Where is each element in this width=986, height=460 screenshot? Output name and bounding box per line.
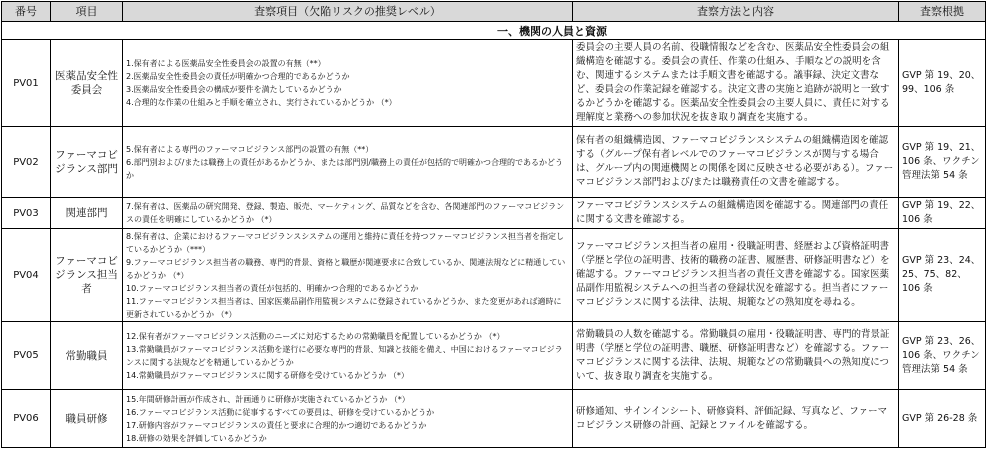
- section-row: [2, 22, 986, 40]
- row-basis: GVP 第 23、24、25、75、82、106 条: [899, 229, 986, 322]
- table-row: [2, 127, 986, 198]
- criteria-line: 14.常勤職員がファーマコビジランスに関する研修を受けているかどうか （*）: [126, 370, 409, 380]
- row-id: PV03: [2, 198, 51, 229]
- row-method: ファーマコビジランスシステムの組織構造図を確認する。関連部門の責任に関する文書を確認する。: [573, 198, 899, 229]
- criteria-line: 11.ファーマコビジランス担当者は、国家医薬品副作用監視システムに登録されているかどうか、また変更があれば適時に更新されているかどうか （*）: [126, 296, 562, 319]
- row-criteria: [123, 322, 573, 390]
- table-row: [2, 322, 986, 390]
- criteria-line: 18.研修の効果を評価しているかどうか: [126, 433, 267, 443]
- row-id: PV05: [2, 322, 51, 390]
- criteria-line: 9.ファーマコビジランス担当者の職務、専門的背景、資格と職歴が関連要求に合致しているか、関連法規などに精通しているかどうか （*）: [126, 257, 566, 280]
- row-criteria: [123, 40, 573, 127]
- criteria-line: 3.医薬品安全性委員会の構成が要件を満たしているかどうか: [126, 85, 342, 94]
- row-method: 委員会の主要人員の名前、役職情報などを含む、医薬品安全性委員会の組織構造を確認する。委員会の責任、作業の仕組み、手順などの説明を含む、関連するシステムまたは手順文書を確認する。議事録、決定文書など、委員会の作業記録を確認する。決定文書の実施と追跡が説明と一致するかどうかを確認する。医薬品安全性委員会の主要人員に、責任に対する理解度と業務への参加状況を抜き取り調査を実施する。: [573, 40, 899, 127]
- row-item: ファーマコビジランス担当者: [51, 229, 123, 322]
- criteria-line: 4.合理的な作業の仕組みと手順を確立され、実行されているかどうか （*）: [126, 98, 397, 107]
- row-method: 常勤職員の人数を確認する。常勤職員の雇用・役職証明書、専門的背景証明書（学歴と学位の証明書、職歴、研修証明書など）を確認する。ファーマコビジランスに関する法律、法規、規範などの常勤職員への熟知度について、抜き取り調査を実施する。: [573, 322, 899, 390]
- row-criteria: [123, 229, 573, 322]
- row-id: PV06: [2, 390, 51, 448]
- row-basis: GVP 第 19、21、106 条、ワクチン管理法第 54 条: [899, 127, 986, 198]
- table-row: [2, 390, 986, 448]
- row-criteria: [123, 198, 573, 229]
- criteria-line: 13.常勤職員がファーマコビジランス活動を遂行に必要な専門的背景、知識と技能を備え、中国におけるファーマコビジランスに関する法規などを精通しているかどうか: [126, 344, 563, 367]
- criteria-line: 6.部門別および/または職務上の責任があるかどうか、または部門別/職務上の責任が包括的で明確かつ合理的であるかどうか: [126, 157, 564, 180]
- row-id: PV01: [2, 40, 51, 127]
- criteria-line: 2.医薬品安全性委員会の責任が明確かつ合理的であるかどうか: [126, 72, 350, 81]
- row-criteria: [123, 127, 573, 198]
- row-method: ファーマコビジランス担当者の雇用・役職証明書、経歴および資格証明書（学歴と学位の証明書、技術的職務の証書、履歴書、研修証明書など）を確認する。ファーマコビジランス担当者の責任文書を確認する。国家医薬品副作用監視システムへの担当者の登録状況を確認する。担当者にファーマコビジランスに関する法律、法規、規範などの熟知度を尋ねる。: [573, 229, 899, 322]
- criteria-line: 10.ファーマコビジランス担当者の責任が包括的、明確かつ合理的であるかどうか: [126, 283, 419, 293]
- inspection-table: [1, 1, 986, 448]
- header-basis: 査察根拠: [899, 2, 986, 22]
- row-item: 常勤職員: [51, 322, 123, 390]
- row-item: 職員研修: [51, 390, 123, 448]
- row-item: 医薬品安全性委員会: [51, 40, 123, 127]
- section-title: 一、機関の人員と資源: [2, 22, 986, 40]
- table-row: [2, 229, 986, 322]
- criteria-line: 12.保有者がファーマコビジランス活動のニーズに対応するための常勤職員を配置しているかどうか （*）: [126, 331, 505, 341]
- row-id: PV04: [2, 229, 51, 322]
- table-row: [2, 198, 986, 229]
- criteria-line: 8.保有者は、企業におけるファーマコビジランスシステムの運用と維持に責任を持つファーマコビジランス担当者を指定しているかどうか（***）: [126, 231, 565, 254]
- header-criteria: 査察項目（欠陥リスクの推奨レベル）: [123, 2, 573, 22]
- criteria-line: 17.研修内容がファーマコビジランスの責任と要求に合理的かつ適切であるかどうか: [126, 420, 427, 430]
- row-basis: GVP 第 19、22、106 条: [899, 198, 986, 229]
- criteria-line: 15.年間研修計画が作成され、計画通りに研修が実施されているかどうか （*）: [126, 394, 410, 404]
- criteria-line: 16.ファーマコビジランス活動に従事するすべての要員は、研修を受けているかどうか: [126, 407, 435, 417]
- row-item: ファーマコビジランス部門: [51, 127, 123, 198]
- criteria-line: 1.保有者による医薬品安全性委員会の設置の有無（**）: [126, 59, 326, 68]
- header-number: 番号: [2, 2, 51, 22]
- row-id: PV02: [2, 127, 51, 198]
- row-basis: GVP 第 19、20、99、106 条: [899, 40, 986, 127]
- row-method: 保有者の組織構造図、ファーマコビジランスシステムの組織構造図を確認する（グループ保有者レベルでのファーマコビジランスが関与する場合は、グループ内の関連機関との関係を図に反映させる必要がある）。ファーマコビジランス部門および/または職務責任の文書を確認する。: [573, 127, 899, 198]
- row-basis: GVP 第 26-28 条: [899, 390, 986, 448]
- header-method: 査察方法と内容: [573, 2, 899, 22]
- row-basis: GVP 第 23、26、106 条、ワクチン管理法第 54 条: [899, 322, 986, 390]
- header-row: [2, 2, 986, 22]
- criteria-line: 7.保有者は、医薬品の研究開発、登録、製造、販売、マーケティング、品質などを含む、各関連部門のファーマコビジランスの責任を明確にしているかどうか （*）: [126, 202, 565, 224]
- row-method: 研修通知、サインインシート、研修資料、評価記録、写真など、ファーマコビジランス研修の計画、記録とファイルを確認する。: [573, 390, 899, 448]
- row-item: 関連部門: [51, 198, 123, 229]
- table-row: [2, 40, 986, 127]
- row-criteria: [123, 390, 573, 448]
- criteria-line: 5.保有者による専門のファーマコビジランス部門の設置の有無（**）: [126, 144, 374, 154]
- header-item: 項目: [51, 2, 123, 22]
